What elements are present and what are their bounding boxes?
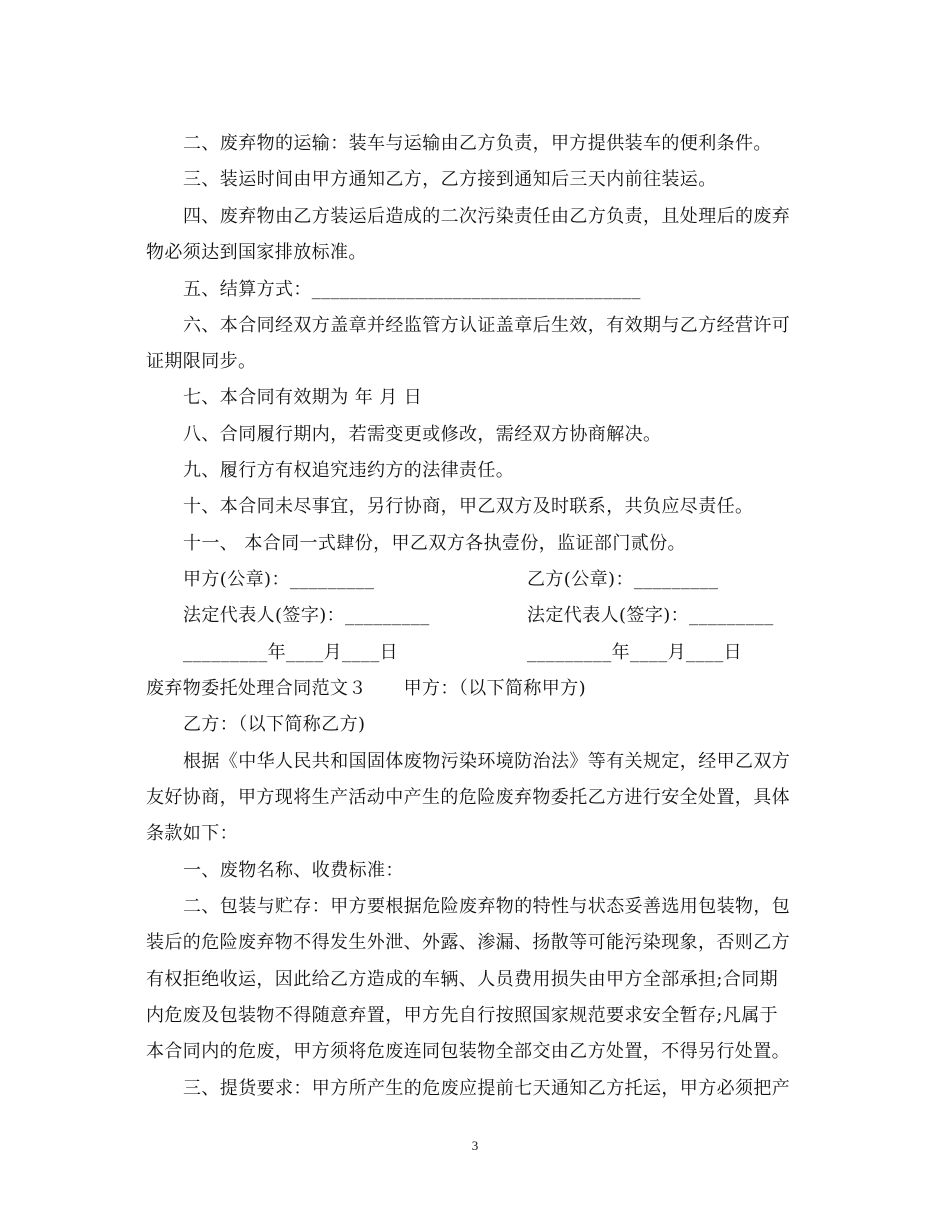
contract-3-clause-2-line: 内危废及包装物不得随意弃置，甲方先自行按照国家规范要求安全暂存;凡属于 — [146, 1005, 779, 1026]
clause-11-copies: 十一、 本合同一式肆份，甲乙双方各执壹份，监证部门贰份。 — [183, 533, 686, 554]
party-b-date: _________年____月____日 — [527, 642, 742, 663]
contract-3-heading: 废弃物委托处理合同范文３ 甲方：（以下简称甲方) — [146, 678, 587, 699]
clause-5-settlement: 五、结算方式：___________________________________ — [183, 279, 641, 300]
contract-3-intro-line: 根据《中华人民共和国固体废物污染环境防治法》等有关规定，经甲乙双方 — [183, 751, 791, 772]
contract-3-clause-3: 三、提货要求：甲方所产生的危废应提前七天通知乙方托运，甲方必须把产 — [183, 1078, 791, 1099]
clause-2-transport: 二、废弃物的运输：装车与运输由乙方负责，甲方提供装车的便利条件。 — [183, 133, 772, 154]
clause-4-pollution: 四、废弃物由乙方装运后造成的二次污染责任由乙方负责，且处理后的废弃 — [183, 206, 791, 227]
contract-3-clause-2-line: 有权拒绝收运，因此给乙方造成的车辆、人员费用损失由甲方全部承担;合同期 — [146, 969, 779, 990]
party-a-date: _________年____月____日 — [183, 642, 398, 663]
clause-6-effective: 六、本合同经双方盖章并经监管方认证盖章后生效，有效期与乙方经营许可 — [183, 315, 791, 336]
clause-9-liability: 九、履行方有权追究违约方的法律责任。 — [183, 460, 515, 481]
party-b-seal: 乙方(公章)：_________ — [527, 569, 719, 590]
contract-3-clause-2-line: 二、包装与贮存：甲方要根据危险废弃物的特性与状态妥善选用包装物，包 — [183, 896, 791, 917]
clause-6-continued: 证期限同步。 — [146, 351, 257, 372]
contract-3-clause-2-line: 本合同内的危废，甲方须将危废连同包装物全部交由乙方处置，不得另行处置。 — [146, 1041, 790, 1062]
clause-3-loading-time: 三、装运时间由甲方通知乙方，乙方接到通知后三天内前往装运。 — [183, 169, 717, 190]
contract-3-clause-1: 一、废物名称、收费标准： — [183, 860, 404, 881]
contract-3-intro-line: 条款如下： — [146, 823, 238, 844]
clause-10-other: 十、本合同未尽事宜，另行协商，甲乙双方及时联系，共负应尽责任。 — [183, 496, 754, 517]
contract-3-intro-line: 友好协商，甲方现将生产活动中产生的危险废弃物委托乙方进行安全处置，具体 — [146, 787, 790, 808]
contract-3-clause-2-line: 装后的危险废弃物不得发生外泄、外露、渗漏、扬散等可能污染现象，否则乙方 — [146, 932, 790, 953]
clause-7-validity: 七、本合同有效期为 年 月 日 — [183, 387, 423, 408]
party-b-representative: 法定代表人(签字)：_________ — [527, 605, 774, 626]
contract-3-party-b: 乙方：（以下简称乙方) — [183, 714, 366, 735]
party-a-representative: 法定代表人(签字)：_________ — [183, 605, 430, 626]
party-a-seal: 甲方(公章)：_________ — [183, 569, 375, 590]
clause-8-modification: 八、合同履行期内，若需变更或修改，需经双方协商解决。 — [183, 424, 662, 445]
page-number: 3 — [471, 1138, 479, 1153]
clause-4-continued: 物必须达到国家排放标准。 — [146, 242, 367, 263]
